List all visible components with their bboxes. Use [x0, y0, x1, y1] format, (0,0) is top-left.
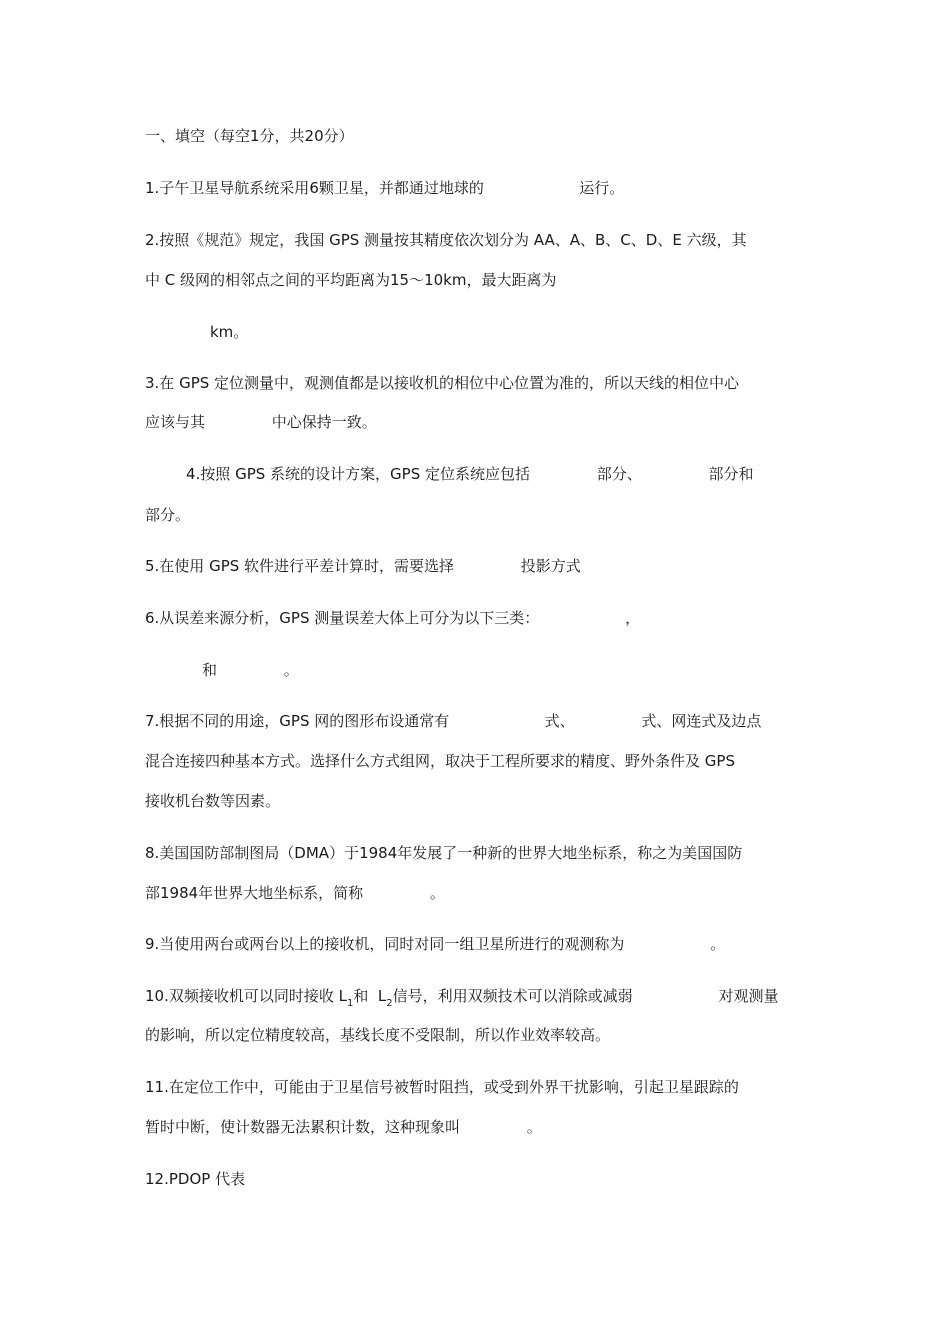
subscript-2: 2: [386, 998, 393, 1009]
question-8-line-1: 8.美国国防部制图局（DMA）于1984年发展了一种新的世界大地坐标系，称之为美国国防: [145, 844, 743, 862]
question-6-line-2: 和 。: [202, 661, 299, 679]
question-10-text-c: 信号，利用双频技术可以消除或减弱 对观测量: [392, 987, 779, 1005]
subscript-1: 1: [346, 998, 354, 1009]
question-3-line-2: 应该与其 中心保持一致。: [145, 413, 377, 431]
question-1: 1.子午卫星导航系统采用6颗卫星，并都通过地球的 运行。: [145, 179, 625, 197]
question-2-line-3: km。: [210, 323, 249, 341]
question-6-line-1: 6.从误差来源分析，GPS 测量误差大体上可分为以下三类： ，: [145, 609, 641, 627]
question-7-line-1: 7.根据不同的用途，GPS 网的图形布设通常有 式、 式、网连式及边点: [145, 712, 762, 730]
question-4-line-2: 部分。: [145, 506, 191, 524]
question-2-line-2: 中 C 级网的相邻点之间的平均距离为15～10km，最大距离为: [145, 271, 557, 289]
question-7-line-3: 接收机台数等因素。: [145, 792, 281, 810]
question-9: 9.当使用两台或两台以上的接收机，同时对同一组卫星所进行的观测称为 。: [145, 935, 726, 953]
question-2-line-1: 2.按照《规范》规定，我国 GPS 测量按其精度依次划分为 AA、A、B、C、D、E 六级，其: [145, 231, 747, 249]
section-title: 一、填空（每空1分，共20分）: [145, 127, 354, 145]
question-11-line-1: 11.在定位工作中，可能由于卫星信号被暂时阻挡，或受到外界干扰影响，引起卫星跟踪的: [145, 1078, 739, 1096]
question-10-text-b: 和 L: [353, 987, 387, 1005]
question-10-line-1: [145, 986, 778, 1009]
question-10-line-2: 的影响，所以定位精度较高，基线长度不受限制，所以作业效率较高。: [145, 1026, 611, 1044]
question-8-line-2: 部1984年世界大地坐标系，简称 。: [145, 884, 445, 902]
question-3-line-1: 3.在 GPS 定位测量中，观测值都是以接收机的相位中心位置为准的，所以天线的相位中心: [145, 374, 740, 392]
question-7-line-2: 混合连接四种基本方式。选择什么方式组网，取决于工程所要求的精度、野外条件及 GPS: [145, 752, 735, 770]
question-10-text-a: 10.双频接收机可以同时接收 L: [145, 987, 347, 1005]
question-4-line-1: 4.按照 GPS 系统的设计方案，GPS 定位系统应包括 部分、 部分和: [186, 465, 754, 483]
question-12: 12.PDOP 代表: [145, 1170, 246, 1188]
question-5: 5.在使用 GPS 软件进行平差计算时，需要选择 投影方式: [145, 557, 581, 575]
question-11-line-2: 暂时中断，使计数器无法累积计数，这种现象叫 。: [145, 1118, 542, 1136]
